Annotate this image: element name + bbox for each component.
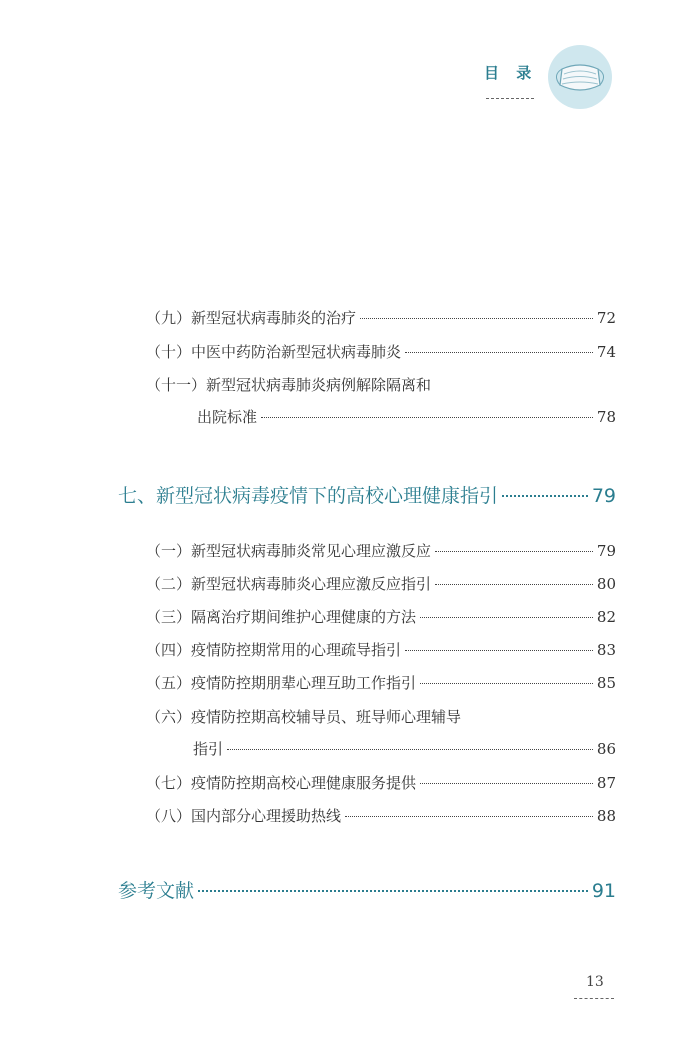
entry-text: 疫情防控期常用的心理疏导指引 [191,641,402,659]
toc-header [484,62,537,83]
header-divider [486,98,534,99]
entry-prefix: （二） [146,575,192,593]
toc-entry-9[interactable] [146,307,616,328]
dot-leader [345,816,593,817]
entry-text: 疫情防控期高校辅导员、班导师心理辅导 [191,708,462,726]
dot-leader [435,584,593,585]
entry-prefix: （一） [146,542,192,560]
toc-title: 目 录 [484,64,538,82]
entry-text: 新型冠状病毒肺炎的治疗 [191,309,357,327]
chapter-title: 七、新型冠状病毒疫情下的高校心理健康指引 [118,485,499,507]
entry-text: 隔离治疗期间维护心理健康的方法 [191,608,417,626]
dot-leader [261,417,593,418]
page-number: 80 [596,575,616,593]
entry-prefix: （十一） [146,376,207,394]
page-number: 78 [596,408,616,426]
dot-leader [360,318,593,319]
page-number: 88 [596,807,616,825]
entry-prefix: （四） [146,641,192,659]
toc-entry-11[interactable] [146,374,616,427]
dot-leader [198,890,588,892]
toc-subentry-4[interactable] [146,639,616,660]
toc-subentry-2[interactable] [146,573,616,594]
entry-prefix: （九） [146,309,192,327]
entry-text-continuation: 出院标准 [197,408,258,426]
entry-text: 新型冠状病毒肺炎病例解除隔离和 [206,376,432,394]
entry-prefix: （六） [146,708,192,726]
toc-subentry-1[interactable] [146,540,616,561]
page-number: 82 [596,608,616,626]
entry-text: 新型冠状病毒肺炎常见心理应激反应 [191,542,432,560]
page-number: 74 [596,343,616,361]
toc-entry-10[interactable] [146,341,616,362]
footer-divider [574,998,614,999]
dot-leader [435,551,593,552]
toc-references[interactable] [118,876,616,903]
entry-text: 中医中药防治新型冠状病毒肺炎 [191,343,402,361]
dot-leader [420,617,593,618]
dot-leader [420,783,593,784]
entry-prefix: （七） [146,774,192,792]
entry-text: 疫情防控期朋辈心理互助工作指引 [191,674,417,692]
page-number: 91 [591,880,616,902]
entry-text-continuation: 指引 [193,740,224,758]
toc-subentry-6[interactable] [146,706,616,759]
page-number: 79 [596,542,616,560]
references-title: 参考文献 [118,880,195,902]
page-number: 85 [596,674,616,692]
entry-prefix: （三） [146,608,192,626]
footer-page-number: 13 [586,974,604,990]
dot-leader [227,749,593,750]
page-number: 79 [591,485,616,507]
dot-leader [420,683,593,684]
entry-prefix: （十） [146,343,192,361]
page-number: 72 [596,309,616,327]
page-number: 86 [596,740,616,758]
face-mask-icon [548,45,612,109]
dot-leader [502,495,588,497]
toc-chapter-7[interactable] [118,481,616,508]
page-number: 87 [596,774,616,792]
toc-subentry-3[interactable] [146,606,616,627]
toc-subentry-8[interactable] [146,805,616,826]
toc-subentry-5[interactable] [146,672,616,693]
entry-text: 疫情防控期高校心理健康服务提供 [191,774,417,792]
entry-prefix: （五） [146,674,192,692]
entry-prefix: （八） [146,807,192,825]
dot-leader [405,352,593,353]
page-number: 83 [596,641,616,659]
entry-text: 国内部分心理援助热线 [191,807,342,825]
dot-leader [405,650,593,651]
toc-subentry-7[interactable] [146,772,616,793]
entry-text: 新型冠状病毒肺炎心理应激反应指引 [191,575,432,593]
